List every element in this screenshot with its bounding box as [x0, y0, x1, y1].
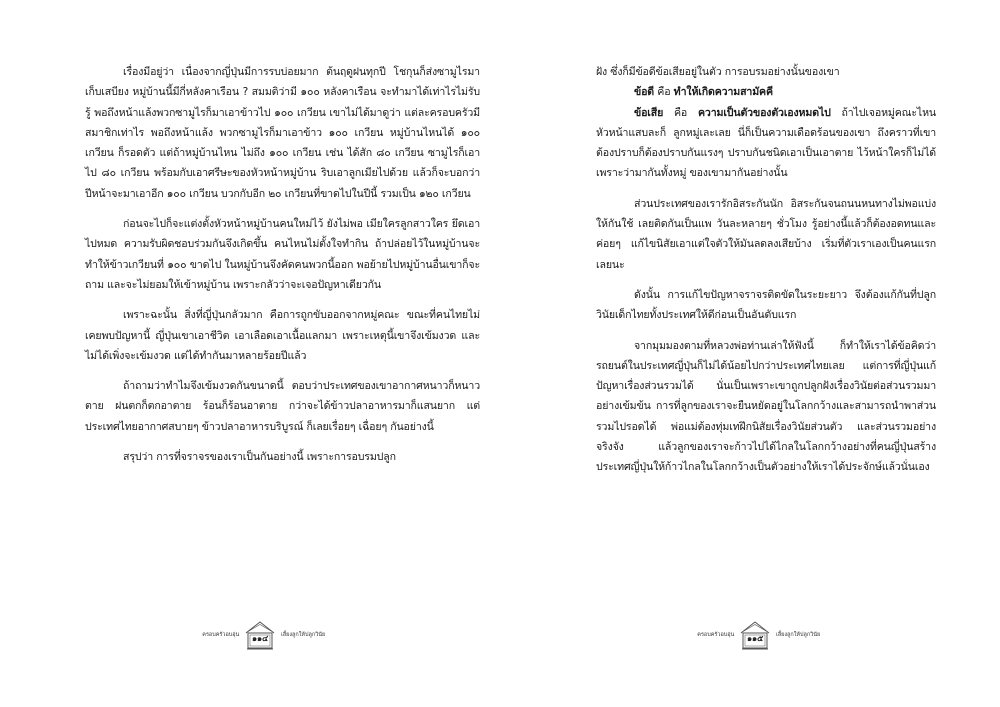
disadvantage-is: คือ [663, 106, 698, 119]
disadvantage-paragraph [596, 103, 936, 184]
footer-book-title: เลี้ยงลูกให้ปลูกวินัย [775, 632, 821, 638]
page-number-badge [243, 619, 277, 651]
page-number: ๑๑๕ [746, 633, 764, 643]
left-footer [190, 617, 340, 653]
footer-series-title: ครอบครัวอบอุ่น [202, 632, 240, 638]
left-page [85, 62, 480, 477]
left-paragraph-5: สรุปว่า การที่จราจรของเราเป็นกันอย่างนี้ เพราะการอบรมปลูก [123, 451, 396, 464]
footer-book-title: เลี้ยงลูกให้ปลูกวินัย [280, 632, 326, 638]
page-number: ๑๑๔ [251, 633, 269, 643]
left-paragraph-3: เพราะฉะนั้น สิ่งที่ญี่ปุ่นกลัวมาก คือการถูกขับออกจากหมู่คณะ ขณะที่คนไทยไม่เคยพบปัญหานี้ ญี่ปุ่นเขาเอาชีวิต เอาเลือดเอาเนื้อแลกมา เพราะเหตุนี้เขาจึงเข้มงวด และไม่ได้เพิ่งจะเข้มงวด แต่ได้ทำกันมาหลายร้อยปีแล้ว [85, 309, 480, 362]
advantage-label: ข้อดี [634, 86, 655, 99]
left-paragraph-2: ก่อนจะไปก็จะแต่งตั้งหัวหน้าหมู่บ้านคนใหม่ไว้ ยังไม่พอ เมียใครลูกสาวใคร ยึดเอาไปหมด ความรับผิดชอบร่วมกันจึงเกิดขึ้น คนไหนไม่ตั้งใจทำกิน ถ้าปล่อยไว้ในหมู่บ้านจะทำให้ข้าวเกวียนที่ ๑๐๐ ขาดไป ในหมู่บ้านจึงคัดคนพวกนี้ออก พอย้ายไปหมู่บ้านอื่นเขาก็จะถาม และจะไม่ยอมให้เข้าหมู่บ้าน เพราะกลัวว่าจะเจอปัญหาเดียวกัน [85, 218, 480, 291]
right-paragraph-4: จากมุมมองตามที่หลวงพ่อท่านเล่าให้ฟังนี้ ก็ทำให้เราได้ข้อคิดว่า รถยนต์ในประเทศญี่ปุ่นก็ไม่ได้น้อยไปกว่าประเทศไทยเลย แต่การที่ญี่ปุ่นแก้ปัญหาเรื่องส่วนรวมได้ นั่นเป็นเพราะเขาถูกปลูกฝังเรื่องวินัยต่อส่วนรวมมาอย่างเข้มข้น การที่ลูกของเราจะยืนหยัดอยู่ในโลกกว้างและสามารถนำพาส่วนรวมไปรอดได้ พ่อแม่ต้องทุ่มเทฝึกนิสัยเรื่องวินัยส่วนตัว และส่วนรวมอย่างจริงจัง แล้วลูกของเราจะก้าวไปได้ไกลในโลกกว้างอย่างที่คนญี่ปุ่นสร้างประเทศญี่ปุ่นให้ก้าวไกลในโลกกว้างเป็นตัวอย่างให้เราได้ประจักษ์แล้วนั่นเอง [596, 339, 936, 474]
right-page [596, 62, 936, 488]
advantage-is: คือ [654, 86, 674, 99]
page-number-badge [738, 619, 772, 651]
disadvantage-bold: ความเป็นตัวของตัวเองหมดไป [697, 106, 831, 119]
disadvantage-label: ข้อเสีย [634, 106, 664, 119]
right-footer [685, 617, 835, 653]
right-paragraph-2: ส่วนประเทศของเรารักอิสระกันนัก อิสระกันจนถนนหนทางไม่พอแบ่งให้กันใช้ เลยติดกันเป็นแพ วันละหลายๆ ชั่วโมง รู้อย่างนี้แล้วก็ต้องอดทนและค่อยๆ แก้ไขนิสัยเอาแต่ใจตัวให้มันลดลงเสียบ้าง เริ่มที่ตัวเราเองเป็นคนแรกเลยนะ [596, 197, 936, 271]
footer-series-title: ครอบครัวอบอุ่น [697, 632, 735, 638]
advantage-text: ทำให้เกิดความสามัคคี [673, 86, 773, 99]
disadvantage-rest: ถ้าไปเจอหมู่คณะไหน หัวหน้าแสบละก็ ลูกหมู่เละเลย นี่ก็เป็นความเดือดร้อนของเขา ถึงคราวที่เขาต้องปราบก็ต้องปราบกันแรงๆ ปราบกันชนิดเอาเป็นเอาตาย ไว้หน้าใครก็ไม่ได้ เพราะว่ามากันทั้งหมู่ ของเขามากันอย่างนั้น [596, 106, 936, 180]
right-paragraph-3: ดังนั้น การแก้ไขปัญหาจราจรติดขัดในระยะยาว จึงต้องแก้กันที่ปลูกวินัยเด็กไทยทั้งประเทศให้ดีก่อนเป็นอันดับแรก [596, 288, 936, 322]
left-paragraph-1: เรื่องมีอยู่ว่า เนื่องจากญี่ปุ่นมีการรบบ่อยมาก ต้นฤดูฝนทุกปี โชกุนก็ส่งซามูไรมาเก็บเสบียง หมู่บ้านนี้มีกี่หลังคาเรือน ? สมมติว่ามี ๑๐๐ หลังคาเรือน จะทำมาได้เท่าไรไม่รับรู้ พอถึงหน้าแล้งพวกซามูไรก็มาเอาข้าวไป ๑๐๐ เกวียน เขาไม่ได้มาดูว่า แต่ละครอบครัวมีสมาชิกเท่าไร พอถึงหน้าแล้ง พวกซามูไรก็มาเอาข้าว ๑๐๐ เกวียน หมู่บ้านไหนได้ ๑๐๐ เกวียน ก็รอดตัว แต่ถ้าหมู่บ้านไหน ไม่ถึง ๑๐๐ เกวียน เช่น ได้สัก ๘๐ เกวียน ซามูไรก็เอาไป ๘๐ เกวียน พร้อมกับเอาศรีษะของหัวหน้าหมู่บ้าน ริบเอาลูกเมียไปด้วย แล้วก็จะบอกว่า ปีหน้าจะมาเอาอีก ๑๐๐ เกวียน บวกกับอีก ๒๐ เกวียนที่ขาดไปในปีนี้ รวมเป็น ๑๒๐ เกวียน [85, 66, 480, 200]
right-paragraph-1: ฝัง ซึ่งก็มีข้อดีข้อเสียอยู่ในตัว การอบรมอย่างนั้นของเขา [596, 66, 840, 78]
advantage-line [596, 82, 936, 102]
left-paragraph-4: ถ้าถามว่าทำไมจึงเข้มงวดกันขนาดนี้ ตอบว่าประเทศของเขาอากาศหนาวก็หนาวตาย ฝนตกก็ตกอาตาย ร้อนก็ร้อนอาตาย กว่าจะได้ข้าวปลาอาหารมาก็แสนยาก แต่ประเทศไทยอากาศสบายๆ ข้าวปลาอาหารบริบูรณ์ ก็เลยเรื่อยๆ เฉื่อยๆ กันอย่างนี้ [85, 380, 480, 433]
